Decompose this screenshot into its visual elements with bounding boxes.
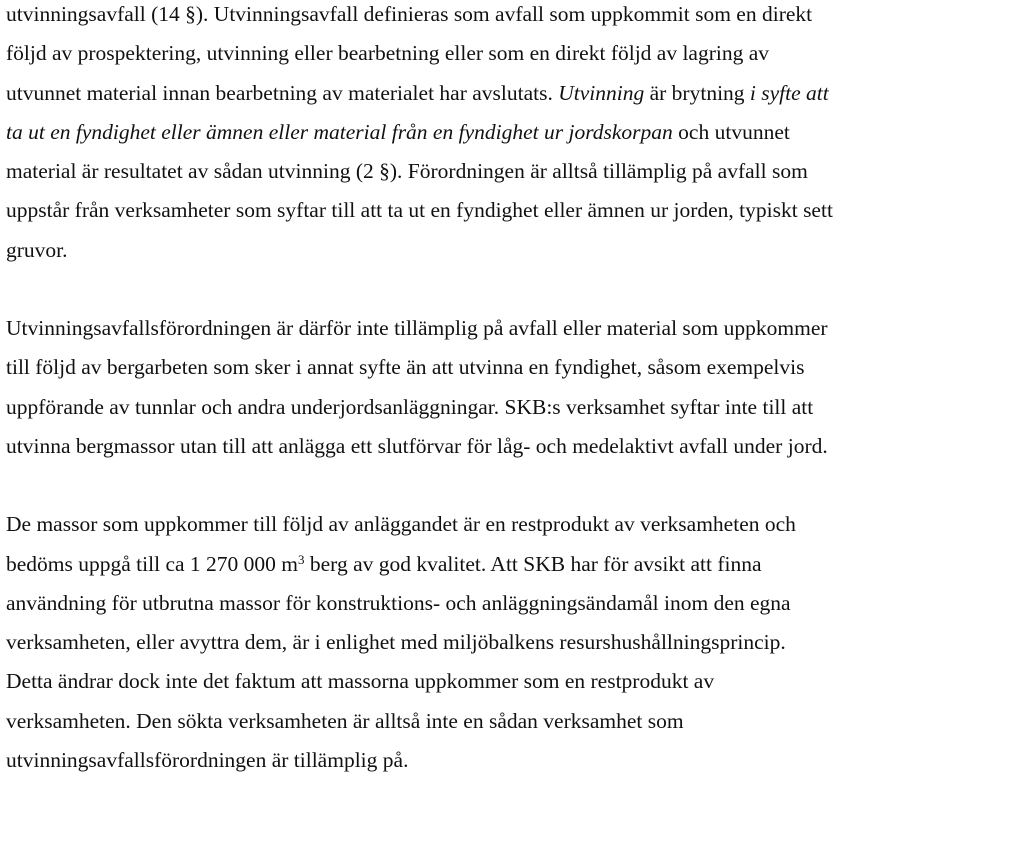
text-run: och utvunnet — [672, 119, 790, 144]
text-run: utvinna bergmassor utan till att anlägga ett slutförvar för låg- och medelaktivt avfall under jord. — [6, 433, 828, 458]
text-line — [6, 584, 1018, 623]
text-run: till följd av bergarbeten som sker i annat syfte än att utvinna en fyndighet, såsom exempelvis — [6, 355, 805, 380]
text-line — [6, 0, 1018, 34]
text-run: uppstår från verksamheter som syftar till att ta ut en fyndighet eller ämnen ur jorden, typiskt sett — [6, 198, 833, 223]
text-line — [6, 191, 1018, 230]
text-line — [6, 702, 1018, 741]
paragraph-rock-masses — [6, 505, 1018, 780]
text-run: uppförande av tunnlar och andra underjordsanläggningar. SKB:s verksamhet syftar inte till att — [6, 394, 814, 419]
italic-text: ta ut en fyndighet eller ämnen eller material från en fyndighet ur jordskorpan — [6, 119, 673, 144]
text-run: utvinningsavfall (14 §). Utvinningsavfall definieras som avfall som uppkommit som en direkt — [6, 2, 813, 26]
text-line — [6, 34, 1018, 73]
text-line — [6, 152, 1018, 191]
document-page — [6, 0, 1018, 780]
text-line — [6, 309, 1018, 348]
paragraph-applicability — [6, 309, 1018, 466]
text-line — [6, 74, 1018, 113]
paragraph-definition — [6, 0, 1018, 270]
text-line — [6, 662, 1018, 701]
text-run: berg av god kvalitet. Att SKB har för avsikt att finna — [304, 551, 762, 576]
text-run: utvinningsavfallsförordningen är tillämplig på. — [6, 748, 409, 773]
text-run: Utvinningsavfallsförordningen är därför inte tillämplig på avfall eller material som uppkommer — [6, 316, 828, 341]
text-line — [6, 388, 1018, 427]
text-run: utvunnet material innan bearbetning av materialet har avslutats. — [6, 80, 559, 105]
text-line — [6, 623, 1018, 662]
text-run: Detta ändrar dock inte det faktum att massorna uppkommer som en restprodukt av — [6, 669, 715, 694]
text-run: verksamheten, eller avyttra dem, är i enlighet med miljöbalkens resurshushållningsprincip. — [6, 630, 786, 655]
text-line — [6, 231, 1018, 270]
text-run: bedöms uppgå till ca 1 270 000 m — [6, 551, 299, 576]
text-run: verksamheten. Den sökta verksamheten är alltså inte en sådan verksamhet som — [6, 708, 684, 733]
superscript: 3 — [298, 551, 305, 567]
text-run: material är resultatet av sådan utvinning (2 §). Förordningen är alltså tillämplig på avfall som — [6, 159, 808, 184]
text-run: De massor som uppkommer till följd av anläggandet är en restprodukt av verksamheten och — [6, 512, 796, 537]
text-line — [6, 505, 1018, 544]
italic-text: i syfte att — [749, 80, 829, 105]
text-run: gruvor. — [6, 237, 68, 262]
italic-text: Utvinning — [558, 80, 645, 105]
text-line — [6, 741, 1018, 780]
text-run: är brytning — [644, 80, 750, 105]
text-line — [6, 348, 1018, 387]
text-line — [6, 113, 1018, 152]
text-line — [6, 545, 1018, 584]
text-run: följd av prospektering, utvinning eller bearbetning eller som en direkt följd av lagring av — [6, 41, 770, 66]
text-line — [6, 427, 1018, 466]
text-run: användning för utbrutna massor för konstruktions- och anläggningsändamål inom den egna — [6, 590, 791, 615]
